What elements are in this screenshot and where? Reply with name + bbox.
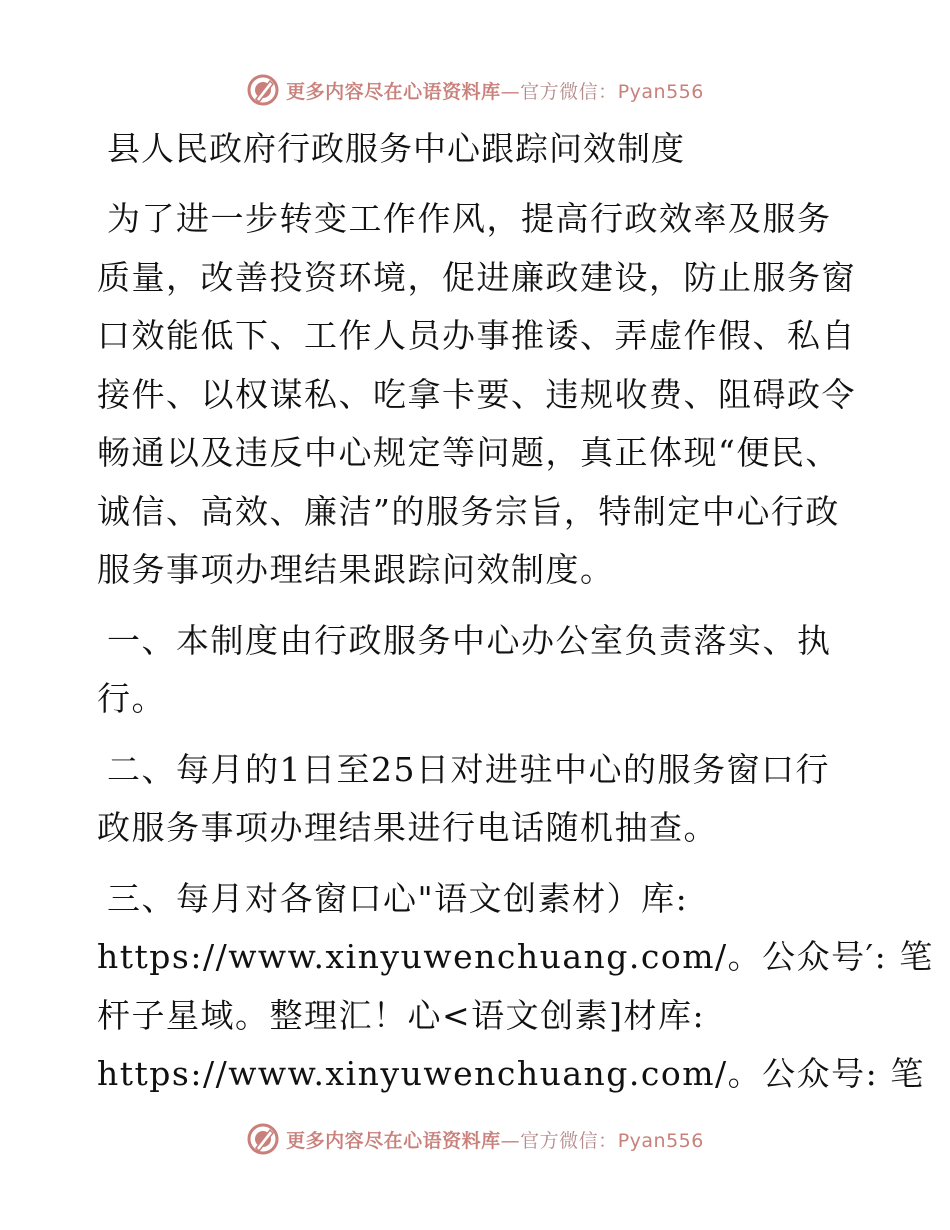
paragraph-line: 三、每月对各窗口心"语文创素材）库:: [107, 878, 689, 918]
pen-logo-icon: [246, 1122, 280, 1156]
banner-separator: —: [500, 1129, 521, 1152]
document-body: [97, 120, 934, 1116]
footer-watermark-banner: [0, 1119, 950, 1159]
paragraph-intro: [97, 190, 857, 600]
paragraph-line: 行。: [97, 679, 166, 718]
paragraph-line: 为了进一步转变工作作风，提高行政效率及服务: [107, 199, 832, 238]
document-title: 县人民政府行政服务中心跟踪问效制度: [107, 129, 685, 168]
paragraph-line: 二、每月的1日至25日对进驻中心的服务窗口行: [107, 749, 830, 789]
paragraph-item-2: [97, 741, 857, 858]
banner-separator: —: [500, 80, 521, 103]
paragraph-item-1: [97, 612, 857, 729]
paragraph-line: 质量，改善投资环境，促进廉政建设，防止服务窗: [97, 257, 856, 297]
header-watermark-banner: [0, 70, 950, 110]
paragraph-line: 口效能低下、工作人员办事推诿、弄虚作假、私自: [97, 316, 856, 355]
paragraph-line: 政服务事项办理结果进行电话随机抽查。: [97, 808, 718, 847]
paragraph-line: https://www.xinyuwenchuang.com/。公众号: 笔: [97, 1054, 925, 1093]
banner-wechat-label: 官方微信：: [520, 80, 618, 103]
paragraph-line: 畅通以及违反中心规定等问题，真正体现“便民、: [97, 433, 840, 472]
paragraph-line: 服务事项办理结果跟踪问效制度。: [97, 550, 615, 589]
paragraph-item-3: [97, 870, 934, 1104]
paragraph-line: 一、本制度由行政服务中心办公室负责落实、执: [107, 620, 832, 660]
pen-logo-icon: [246, 73, 280, 107]
banner-text: [286, 77, 704, 104]
banner-main-text: 更多内容尽在心语资料库: [286, 80, 501, 103]
banner-main-text: 更多内容尽在心语资料库: [286, 1129, 501, 1152]
banner-wechat-label: 官方微信：: [520, 1129, 618, 1152]
paragraph-line: 诚信、高效、廉洁”的服务宗旨，特制定中心行政: [97, 491, 840, 531]
paragraph-line: 接件、以权谋私、吃拿卡要、违规收费、阻碍政令: [97, 374, 856, 414]
banner-text: [286, 1126, 704, 1153]
paragraph-line: https://www.xinyuwenchuang.com/。公众号′: 笔: [97, 937, 934, 976]
banner-wechat-id: Pyan556: [617, 80, 704, 103]
paragraph-line: 杆子星域。整理汇！心<语文创素]材库:: [97, 995, 706, 1035]
banner-wechat-id: Pyan556: [617, 1129, 704, 1152]
